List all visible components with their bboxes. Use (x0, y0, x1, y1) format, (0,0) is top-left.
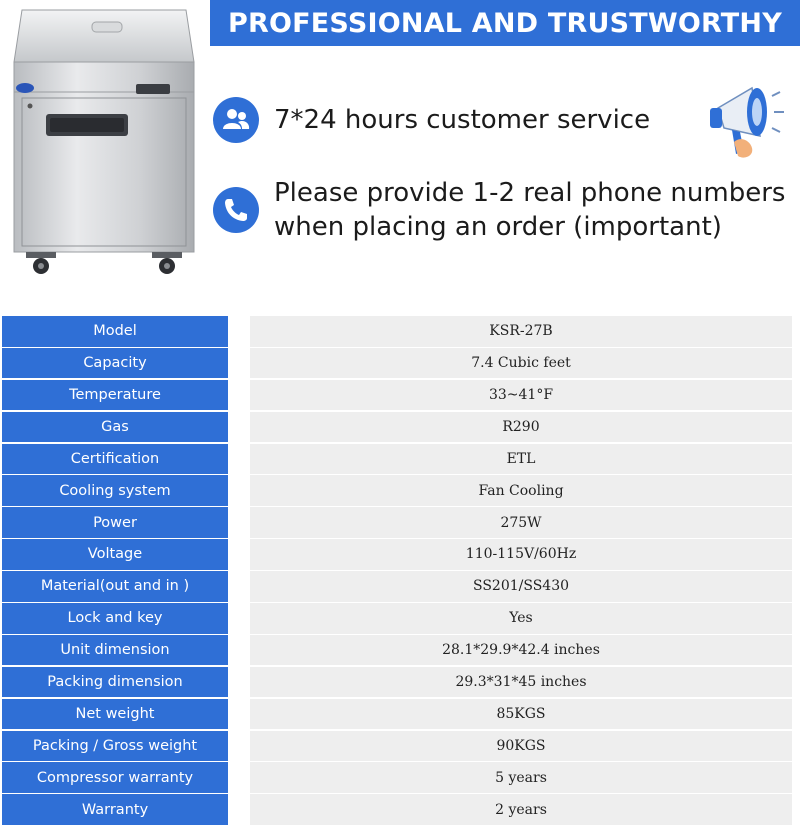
row-divider (228, 380, 250, 411)
feature-text-line: when placing an order (important) (274, 212, 722, 242)
spec-label: Voltage (2, 539, 228, 570)
table-row (0, 667, 800, 699)
table-row (0, 762, 800, 794)
table-row (0, 444, 800, 476)
feature-text-line: 7*24 hours customer service (274, 105, 651, 135)
spec-value: 29.3*31*45 inches (250, 667, 792, 698)
spec-value: 85KGS (250, 699, 792, 730)
spec-value: 90KGS (250, 731, 792, 762)
row-divider (228, 571, 250, 602)
table-row (0, 412, 800, 444)
row-divider (228, 507, 250, 538)
table-row (0, 603, 800, 635)
spec-label: Lock and key (2, 603, 228, 634)
megaphone-icon (700, 78, 786, 164)
spec-label: Certification (2, 444, 228, 475)
spec-value: Yes (250, 603, 792, 634)
table-row (0, 794, 800, 826)
table-row (0, 731, 800, 763)
table-row (0, 635, 800, 667)
spec-table (0, 316, 800, 826)
spec-value: KSR-27B (250, 316, 792, 347)
title-banner (210, 0, 800, 46)
spec-value: ETL (250, 444, 792, 475)
row-divider (228, 699, 250, 730)
row-divider (228, 635, 250, 666)
row-divider (228, 444, 250, 475)
table-row (0, 316, 800, 348)
spec-value: 2 years (250, 794, 792, 825)
table-row (0, 380, 800, 412)
spec-label: Packing dimension (2, 667, 228, 698)
spec-value: 110-115V/60Hz (250, 539, 792, 570)
feature-customer-service (274, 103, 650, 137)
spec-value: 33~41°F (250, 380, 792, 411)
phone-icon (213, 187, 259, 233)
spec-value: Fan Cooling (250, 475, 792, 506)
banner-title: PROFESSIONAL AND TRUSTWORTHY (228, 7, 782, 39)
row-divider (228, 667, 250, 698)
feature-phone-notice (274, 176, 785, 244)
spec-label: Cooling system (2, 475, 228, 506)
spec-value: 7.4 Cubic feet (250, 348, 792, 379)
spec-label: Warranty (2, 794, 228, 825)
table-row (0, 699, 800, 731)
spec-label: Compressor warranty (2, 762, 228, 793)
spec-label: Power (2, 507, 228, 538)
table-row (0, 507, 800, 539)
spec-label: Material(out and in ) (2, 571, 228, 602)
table-row (0, 348, 800, 380)
row-divider (228, 475, 250, 506)
spec-label: Temperature (2, 380, 228, 411)
row-divider (228, 794, 250, 825)
row-divider (228, 412, 250, 443)
spec-label: Packing / Gross weight (2, 731, 228, 762)
table-row (0, 475, 800, 507)
spec-value: SS201/SS430 (250, 571, 792, 602)
row-divider (228, 539, 250, 570)
spec-label: Unit dimension (2, 635, 228, 666)
row-divider (228, 348, 250, 379)
spec-value: R290 (250, 412, 792, 443)
feature-text-line: Please provide 1-2 real phone numbers (274, 178, 786, 208)
spec-label: Model (2, 316, 228, 347)
row-divider (228, 731, 250, 762)
spec-value: 28.1*29.9*42.4 inches (250, 635, 792, 666)
row-divider (228, 603, 250, 634)
row-divider (228, 316, 250, 347)
users-icon (213, 97, 259, 143)
table-row (0, 571, 800, 603)
spec-value: 275W (250, 507, 792, 538)
row-divider (228, 762, 250, 793)
product-image (8, 4, 198, 276)
spec-value: 5 years (250, 762, 792, 793)
spec-label: Gas (2, 412, 228, 443)
table-row (0, 539, 800, 571)
spec-label: Net weight (2, 699, 228, 730)
spec-label: Capacity (2, 348, 228, 379)
